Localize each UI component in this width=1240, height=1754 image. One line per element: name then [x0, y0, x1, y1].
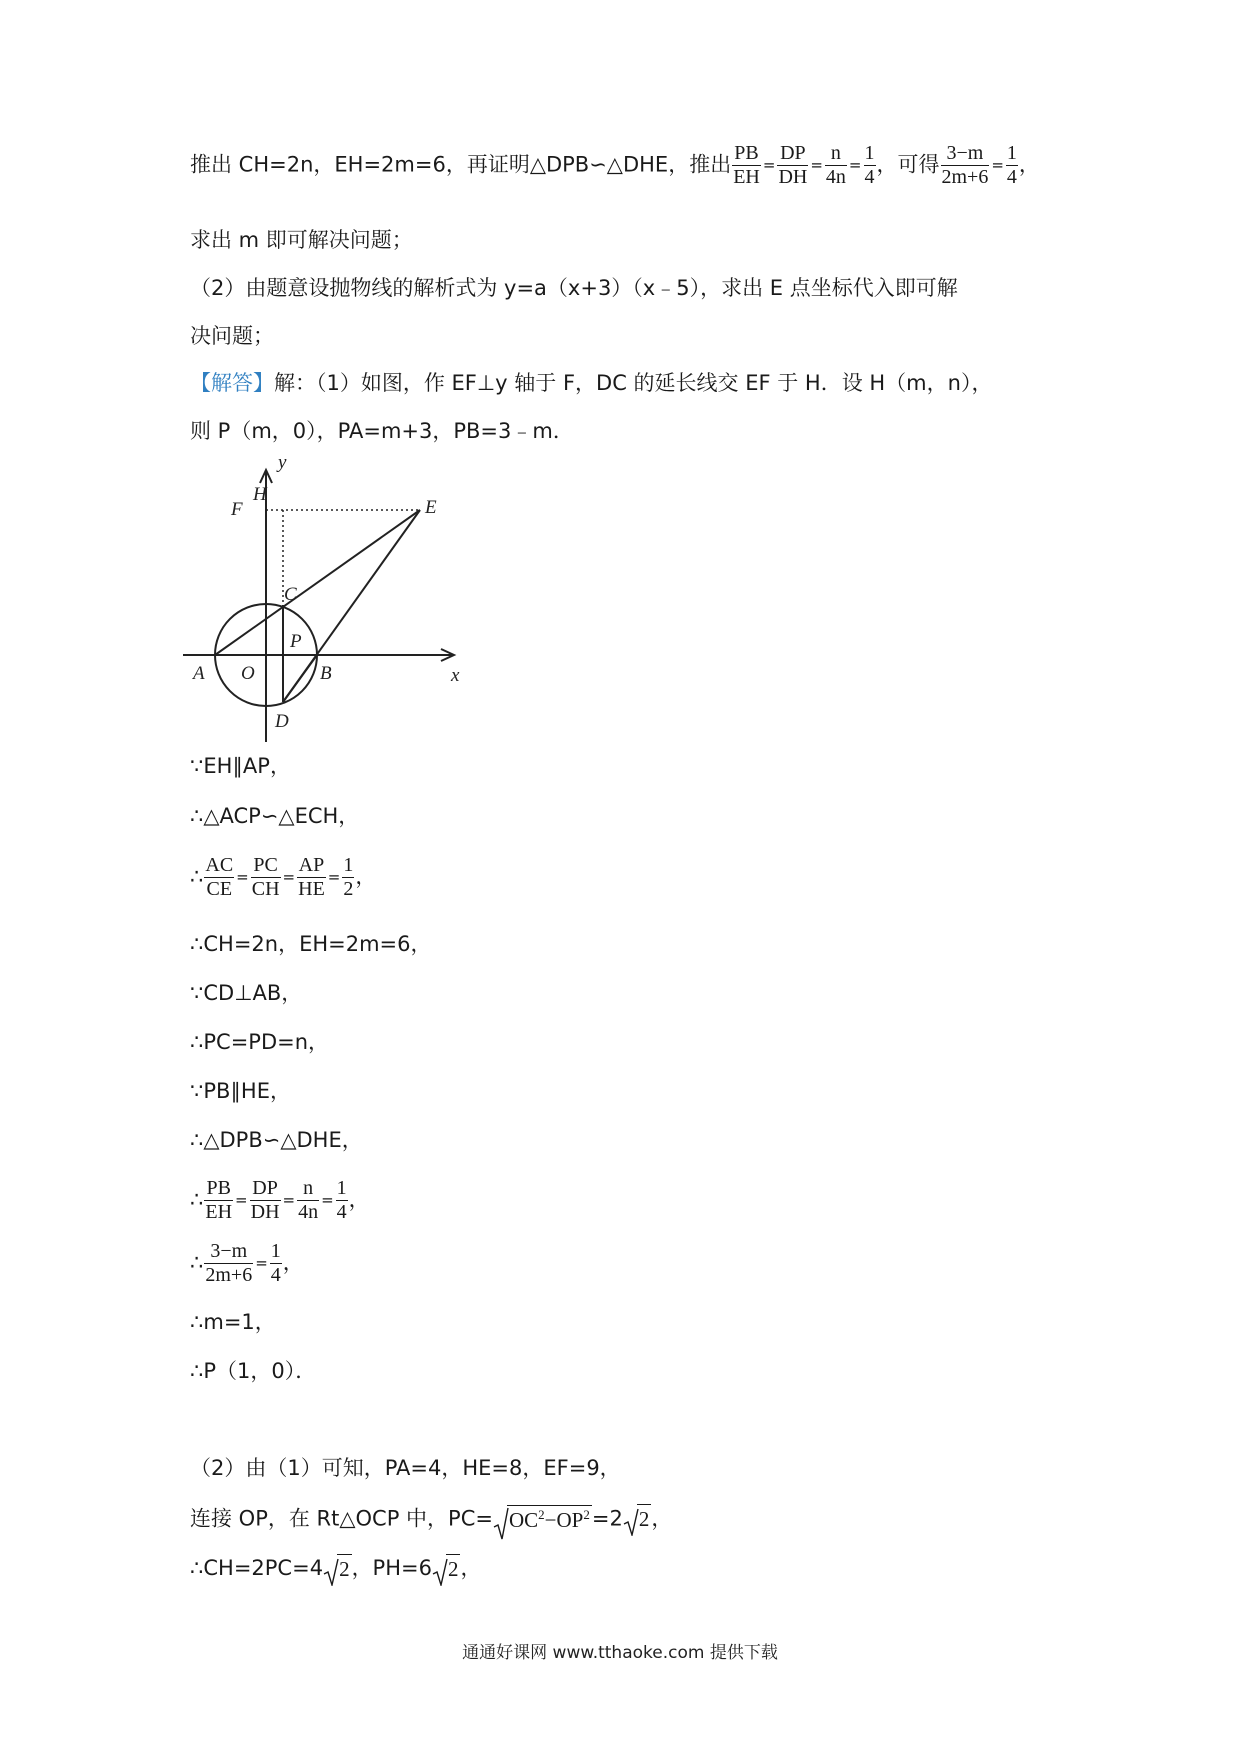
analysis-line-3: （2）由题意设抛物线的解析式为 y=a（x+3）（x﹣5），求出 E 点坐标代入即可解 [190, 276, 958, 300]
solution-line-2: 则 P（m，0），PA=m+3，PB=3﹣m． [190, 419, 574, 443]
label-F: F [231, 499, 243, 520]
part2-line-3: ∴CH=2PC=4 2，PH=6 2， [190, 1558, 481, 1580]
label-y: y [278, 452, 287, 473]
answer-tag: 【解答】 [190, 371, 274, 395]
label-H: H [253, 484, 267, 505]
text: ， [1018, 152, 1040, 177]
step-6: ∴PC=PD=n， [190, 1030, 330, 1054]
analysis-line-2: 求出 m 即可解决问题； [190, 228, 413, 252]
step-11: ∴m=1， [190, 1310, 276, 1334]
fraction: $\frac{DP}{DH}$ [250, 1177, 280, 1223]
square-root: $OC^2-OP^2$ [493, 1508, 592, 1531]
fraction: $\frac{1}{4}$ [864, 142, 875, 188]
fraction: $\frac{3-m}{2m+6}$ [205, 1240, 253, 1286]
step-2: ∴△ACP∽△ECH， [190, 804, 360, 828]
fraction: $\frac{PC}{CH}$ [251, 854, 280, 900]
analysis-line-4: 决问题； [190, 324, 274, 348]
line-AE [215, 510, 420, 655]
geometry-figure [183, 452, 473, 747]
page-footer: 通通好课网 www.tthaoke.com 提供下载 [462, 1643, 778, 1663]
fraction: $\frac{n}{4n}$ [298, 1177, 319, 1223]
step-10: ∴ $\frac{3-m}{2m+6}$ = $\frac{1}{4}$ ， [190, 1240, 304, 1286]
square-root: 2 [623, 1509, 652, 1530]
label-A: A [193, 663, 205, 684]
fraction: $\frac{1}{4}$ [270, 1240, 281, 1286]
fraction: $\frac{1}{2}$ [343, 854, 354, 900]
text: 解：（1）如图，作 EF⊥y 轴于 F，DC 的延长线交 EF 于 H．设 H（m，n）， [274, 371, 993, 395]
label-E: E [425, 497, 437, 518]
square-root: 2 [432, 1559, 461, 1580]
part2-line-2: 连接 OP，在 Rt△OCP 中，PC= $OC^2-OP^2=2$ 2， [190, 1508, 672, 1531]
fraction: $\frac{1}{4}$ [1006, 142, 1017, 188]
label-x: x [451, 665, 460, 686]
square-root: 2 [323, 1559, 352, 1580]
step-5: ∵CD⊥AB， [190, 981, 303, 1005]
part2-line-1: （2）由（1）可知，PA=4，HE=8，EF=9， [190, 1456, 621, 1480]
fraction: $\frac{AC}{CE}$ [205, 854, 234, 900]
fraction: $\frac{PB}{EH}$ [733, 142, 760, 188]
fraction: $\frac{PB}{EH}$ [205, 1177, 233, 1223]
text: ，可得 [876, 152, 940, 177]
text: 推出 CH=2n，EH=2m=6，再证明△DPB∽△DHE，推出 [190, 152, 732, 177]
label-O: O [241, 663, 255, 684]
fraction: $\frac{DP}{DH}$ [778, 142, 808, 188]
fraction: $\frac{1}{4}$ [336, 1177, 347, 1223]
label-P: P [290, 631, 302, 652]
label-D: D [275, 711, 289, 732]
solution-line-1 [190, 373, 992, 394]
label-B: B [320, 663, 332, 684]
step-3: ∴ $\frac{AC}{CE}$ = $\frac{PC}{CH}$ = $\frac{AP}{HE}$ = $\frac{1}{2}$ ， [190, 854, 377, 900]
step-4: ∴CH=2n，EH=2m=6， [190, 932, 432, 956]
step-8: ∴△DPB∽△DHE， [190, 1128, 363, 1152]
step-9: ∴ $\frac{PB}{EH}$ = $\frac{DP}{DH}$ = $\frac{n}{4n}$ = $\frac{1}{4}$ ， [190, 1177, 370, 1223]
fraction: $\frac{n}{4n}$ [825, 142, 846, 188]
step-7: ∵PB∥HE， [190, 1079, 291, 1103]
step-12: ∴P（1，0）． [190, 1359, 317, 1383]
analysis-line-1: 推出 CH=2n，EH=2m=6，再证明△DPB∽△DHE，推出 $\frac{PB}{EH}$ = $\frac{DP}{DH}$ = $\frac{n}{4n}$ = $\frac{1}{4}$ ，可得 $\frac{3-m}{2m+6}$ = $\frac{1}{4}$ ， [190, 142, 1040, 188]
fraction: $\frac{AP}{HE}$ [298, 854, 325, 900]
fraction: $\frac{3-m}{2m+6}$ [941, 142, 989, 188]
label-C: C [284, 584, 297, 605]
step-1: ∵EH∥AP， [190, 754, 291, 778]
